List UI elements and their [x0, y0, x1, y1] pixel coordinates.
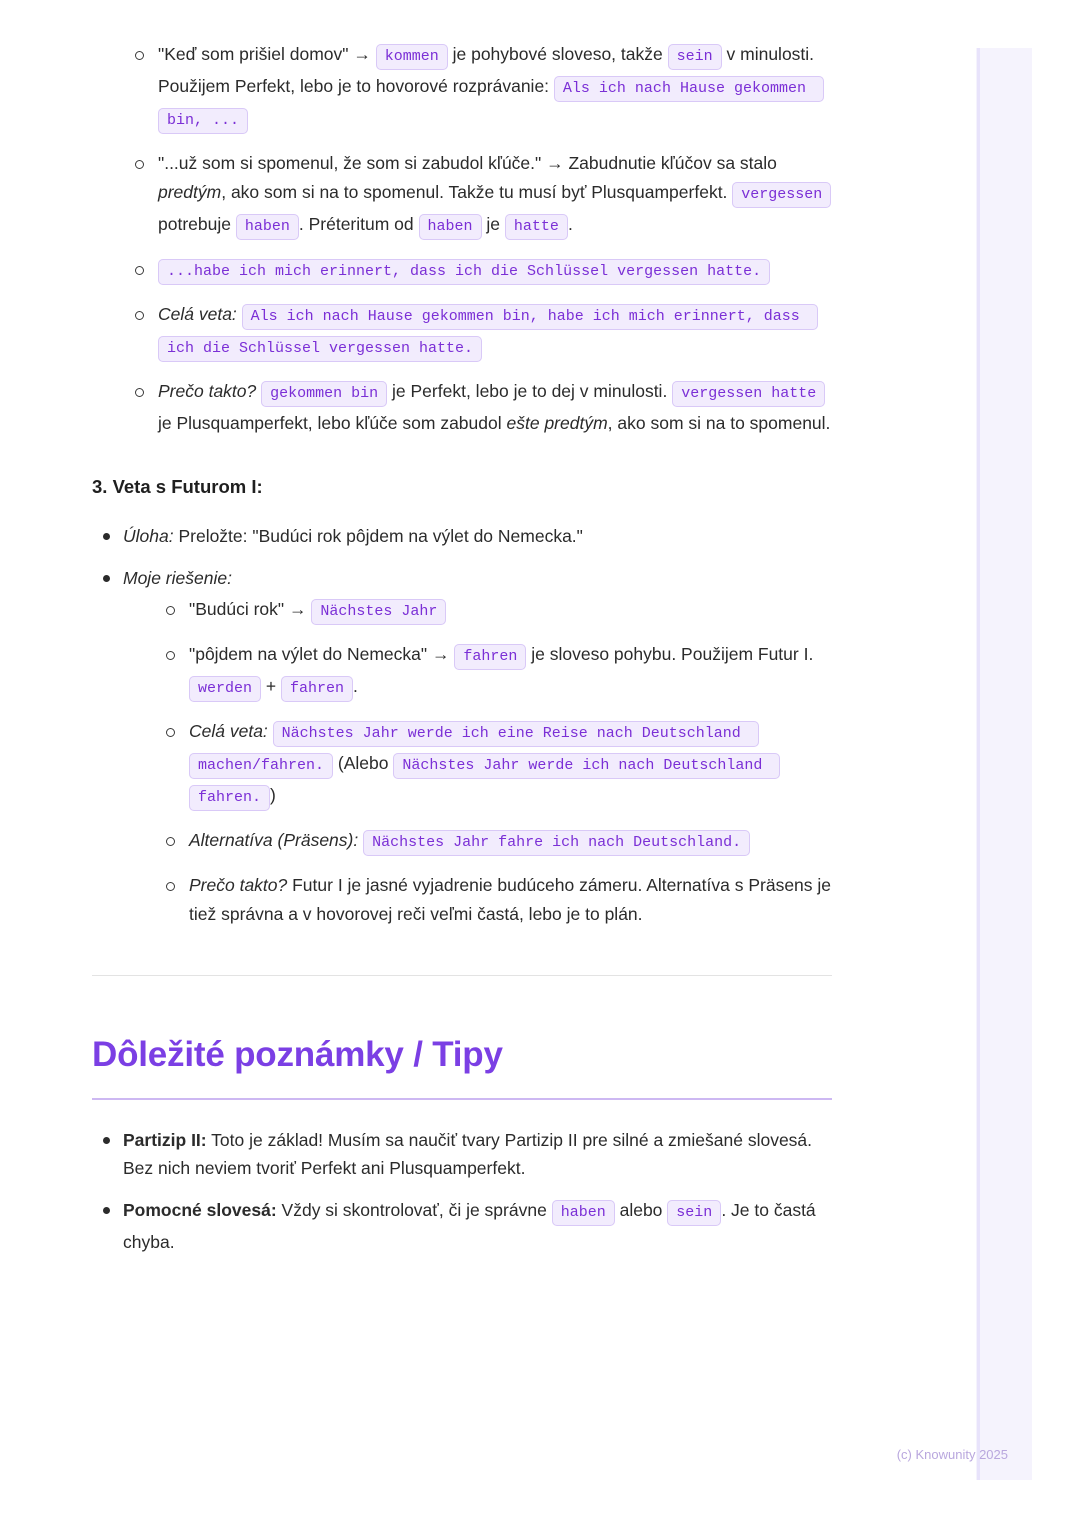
inline-code: werden: [189, 676, 261, 702]
inline-code: Als ich nach Hause gekommen bin, ...: [158, 76, 824, 134]
plain-text: Vždy si skontrolovať, či je správne: [276, 1200, 547, 1221]
rich-text: [189, 644, 813, 696]
bold-text: Pomocné slovesá:: [123, 1200, 277, 1221]
rich-text: [158, 381, 830, 433]
plain-text: , ako som si na to spomenul. Takže tu musí byť Plusquamperfekt.: [221, 181, 728, 202]
emphasis-text: Celá veta:: [189, 721, 268, 742]
plain-text: "Budúci rok": [189, 599, 289, 620]
list-item: [92, 1196, 832, 1257]
inline-code: kommen: [376, 44, 448, 70]
inline-code: ...habe ich mich erinnert, dass ich die Schlüssel vergessen hatte.: [158, 259, 770, 285]
list-item: [92, 1126, 832, 1184]
list-item: [92, 300, 832, 364]
rich-text: [189, 599, 446, 619]
inline-code: Als ich nach Hause gekommen bin, habe ich mich erinnert, dass ich die Schlüssel vergessen hatte.: [158, 304, 818, 362]
rich-text: [158, 304, 818, 356]
plain-text: .: [567, 213, 573, 234]
notes-title: Dôležité poznámky / Tipy: [92, 1034, 503, 1074]
section3-list: [92, 522, 832, 929]
plain-text: je: [486, 213, 501, 234]
inline-code: haben: [552, 1200, 615, 1226]
rich-text: [123, 1200, 816, 1252]
emphasis-text: Prečo takto?: [189, 875, 288, 896]
inline-code: sein: [667, 1200, 721, 1226]
arrow-icon: →: [353, 44, 371, 64]
rich-text: [158, 153, 831, 234]
arrow-icon: →: [431, 644, 450, 665]
plain-text: je Perfekt, lebo je to dej v minulosti.: [392, 380, 668, 401]
plain-text: Futur I je jasné vyjadrenie budúceho zámeru. Alternatíva s Präsens je tiež správna a v hovorovej reči veľmi častá, lebo je to plán.: [189, 875, 832, 924]
rich-text: [158, 259, 770, 279]
list-item: [123, 717, 832, 813]
plain-text: . Préteritum od: [298, 213, 414, 234]
inline-code: Nächstes Jahr: [311, 599, 446, 625]
inline-code: Nächstes Jahr werde ich nach Deutschland fahren.: [189, 753, 780, 811]
list-item: [123, 595, 832, 627]
inline-code: Nächstes Jahr werde ich eine Reise nach Deutschland machen/fahren.: [189, 721, 759, 779]
document-content: [92, 40, 832, 1257]
top-circle-list: [92, 40, 832, 438]
plain-text: Toto je základ! Musím sa naučiť tvary Partizip II pre silné a zmiešané slovesá. Bez nich neviem tvoriť Perfekt ani Plusquamperfekt.: [123, 1129, 813, 1179]
plain-text: "...už som si spomenul, že som si zabudol kľúče.": [158, 153, 547, 173]
emphasis-text: Celá veta:: [158, 303, 237, 324]
plain-text: +: [265, 676, 277, 697]
inline-code: fahren: [281, 676, 353, 702]
plain-text: alebo: [619, 1200, 663, 1221]
list-item: [92, 255, 832, 287]
plain-text: "pôjdem na výlet do Nemecka": [189, 644, 432, 665]
emphasis-text: Alternatíva (Präsens):: [189, 830, 359, 851]
emphasis-text: Prečo takto?: [158, 380, 257, 401]
page-side-rule: [977, 48, 980, 1480]
list-item-task: [92, 522, 832, 551]
page-side-band: [976, 48, 1032, 1480]
notes-title-rule: [92, 1098, 832, 1100]
section-divider: [92, 975, 832, 976]
task-text: Preložte: "Budúci rok pôjdem na výlet do Nemecka.": [173, 526, 583, 547]
plain-text: je pohybové sloveso, takže: [452, 44, 663, 64]
rich-text: [189, 721, 780, 805]
inline-code: sein: [668, 44, 722, 70]
plain-text: je sloveso pohybu. Použijem Futur I.: [531, 644, 814, 665]
plain-text: ): [270, 785, 276, 806]
arrow-icon: →: [546, 153, 564, 173]
plain-text: , ako som si na to spomenul.: [607, 412, 831, 433]
plain-text: "Keď som prišiel domov": [158, 44, 354, 64]
rich-text: [189, 875, 831, 924]
list-item: [123, 826, 832, 858]
inline-code: vergessen hatte: [672, 381, 825, 407]
solution-label: Moje riešenie:: [123, 568, 232, 589]
arrow-icon: →: [288, 599, 307, 620]
solution-sub-list: [123, 595, 832, 929]
plain-text: . Je to častá chyba.: [123, 1200, 816, 1253]
plain-text: potrebuje: [158, 213, 231, 234]
list-item: [123, 871, 832, 929]
rich-text: [123, 1130, 812, 1179]
copyright-credit: (c) Knowunity 2025: [896, 1447, 1008, 1462]
plain-text: Zabudnutie kľúčov sa stalo: [563, 153, 777, 173]
section-heading-futurum: 3. Veta s Futurom I:: [92, 475, 263, 497]
notes-list: [92, 1126, 832, 1258]
inline-code: vergessen: [732, 182, 831, 208]
plain-text: je Plusquamperfekt, lebo kľúče som zabudol: [158, 412, 507, 433]
list-item: [92, 40, 832, 136]
inline-code: hatte: [505, 214, 568, 240]
list-item: [92, 149, 832, 242]
list-item: [123, 640, 832, 704]
inline-code: haben: [419, 214, 482, 240]
inline-code: fahren: [454, 644, 526, 670]
plain-text: (Alebo: [337, 753, 389, 774]
inline-code: gekommen bin: [261, 381, 387, 407]
plain-text: v minulosti. Použijem Perfekt, lebo je to hovorové rozprávanie:: [158, 44, 815, 96]
plain-text: .: [353, 676, 358, 697]
emphasis-text: predtým: [158, 181, 222, 202]
task-label: Úloha:: [123, 526, 174, 547]
rich-text: [158, 44, 824, 128]
list-item-solution: [92, 564, 832, 929]
rich-text: [189, 830, 750, 850]
emphasis-text: ešte predtým: [506, 412, 608, 433]
list-item: [92, 377, 832, 438]
inline-code: Nächstes Jahr fahre ich nach Deutschland.: [363, 830, 750, 856]
bold-text: Partizip II:: [123, 1129, 207, 1150]
inline-code: haben: [236, 214, 299, 240]
